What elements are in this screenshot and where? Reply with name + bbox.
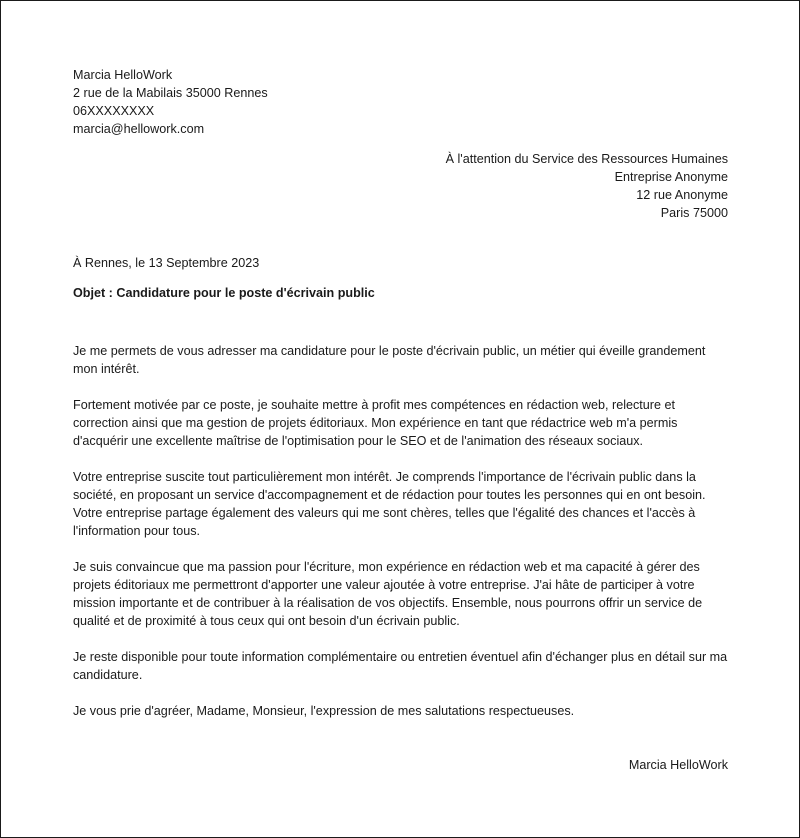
paragraph: Je suis convaincue que ma passion pour l'écriture, mon expérience en rédaction web et ma capacité à gérer des projets éditoriaux me permettront d'apporter une valeur ajoutée à votre entreprise. J'ai hâte de participer à votre mission importante et de contribuer à la réalisation de vos objectifs. Ensemble, nous pourrons offrir un service de qualité et de proximité à tous ceux qui ont besoin d'un écrivain public.	[73, 560, 703, 628]
signature: Marcia HelloWork	[628, 758, 728, 772]
sender-name: Marcia HelloWork	[73, 68, 173, 82]
paragraph: Je vous prie d'agréer, Madame, Monsieur, l'expression de mes salutations respectueuses.	[73, 704, 575, 718]
paragraph: Votre entreprise suscite tout particulièrement mon intérêt. Je comprends l'importance de l'écrivain public dans la société, en proposant un service d'accompagnement et de rédaction pour toutes les personnes qui en ont besoin. Votre entreprise partage également des valeurs qui me sont chères, telles que l'égalité des chances et l'accès à l'information pour tous.	[73, 470, 706, 538]
letter-body	[73, 342, 733, 738]
recipient-attention: À l'attention du Service des Ressources Humaines	[445, 152, 728, 166]
recipient-company: Entreprise Anonyme	[614, 170, 728, 184]
paragraph: Je me permets de vous adresser ma candidature pour le poste d'écrivain public, un métier qui éveille grandement mon intérêt.	[73, 344, 706, 376]
sender-email: marcia@hellowork.com	[73, 122, 205, 136]
sender-block	[73, 66, 268, 138]
paragraph: Je reste disponible pour toute information complémentaire ou entretien éventuel afin d'échanger plus en détail sur ma candidature.	[73, 650, 728, 682]
recipient-city: Paris 75000	[660, 206, 728, 220]
recipient-block	[446, 150, 728, 222]
recipient-street: 12 rue Anonyme	[636, 188, 728, 202]
sender-phone: 06XXXXXXXX	[73, 104, 155, 118]
date-line: À Rennes, le 13 Septembre 2023	[73, 256, 260, 270]
subject-line: Objet : Candidature pour le poste d'écrivain public	[73, 286, 375, 300]
sender-address: 2 rue de la Mabilais 35000 Rennes	[73, 86, 268, 100]
paragraph: Fortement motivée par ce poste, je souhaite mettre à profit mes compétences en rédaction web, relecture et correction ainsi que ma gestion de projets éditoriaux. Mon expérience en tant que rédactrice web m'a permis d'acquérir une excellente maîtrise de l'optimisation pour le SEO et de l'animation des réseaux sociaux.	[73, 398, 678, 448]
